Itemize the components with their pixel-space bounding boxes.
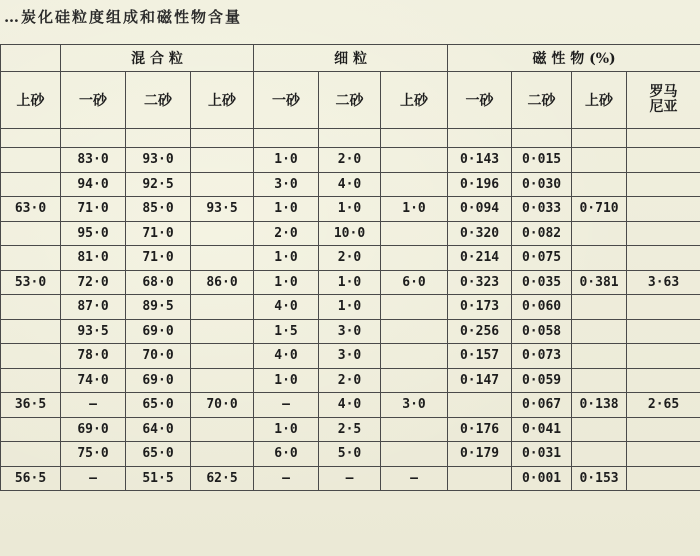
table-cell: 1·0 (254, 417, 319, 442)
table-cell: 0·173 (448, 295, 512, 320)
table-cell: 0·058 (512, 319, 572, 344)
table-cell: 4·0 (319, 393, 381, 418)
table-cell: 89·5 (126, 295, 191, 320)
table-cell (572, 295, 627, 320)
table-cell (381, 417, 448, 442)
table-cell: 64·0 (126, 417, 191, 442)
header-romania-line1: 罗马 (649, 84, 678, 100)
table-cell: 0·179 (448, 442, 512, 467)
table-cell (191, 417, 254, 442)
table-cell: 93·5 (191, 197, 254, 222)
table-cell (381, 368, 448, 393)
table-cell: 93·5 (61, 319, 126, 344)
table-cell (381, 319, 448, 344)
table-cell: 0·067 (512, 393, 572, 418)
table-cell: 70·0 (191, 393, 254, 418)
table-cell: 0·214 (448, 246, 512, 271)
table-cell (1, 221, 61, 246)
table-cell: 56·5 (1, 466, 61, 491)
header-corner (1, 45, 61, 72)
table-cell: 69·0 (126, 319, 191, 344)
table-cell (191, 221, 254, 246)
table-cell: 0·143 (448, 148, 512, 173)
table-row (1, 319, 700, 344)
table-cell: 81·0 (61, 246, 126, 271)
table-row (1, 221, 700, 246)
table-cell: 1·0 (381, 197, 448, 222)
table-cell: 0·075 (512, 246, 572, 271)
table-cell: 71·0 (126, 246, 191, 271)
table-cell: 2·0 (319, 368, 381, 393)
table-cell: 3·0 (254, 172, 319, 197)
table-cell (381, 442, 448, 467)
header-group-fine: 细 粒 (254, 45, 448, 72)
table-cell (627, 197, 700, 222)
table-cell: 4·0 (254, 344, 319, 369)
table-row (1, 368, 700, 393)
table-cell (572, 344, 627, 369)
header-fine-3: 上砂 (381, 72, 448, 129)
table-cell: 0·033 (512, 197, 572, 222)
table-cell: 95·0 (61, 221, 126, 246)
table-cell (572, 246, 627, 271)
table-cell: 1·0 (319, 197, 381, 222)
table-cell: 0·196 (448, 172, 512, 197)
table-cell: 0·041 (512, 417, 572, 442)
table-cell: 0·030 (512, 172, 572, 197)
table-cell: 2·0 (319, 246, 381, 271)
table-cell (572, 368, 627, 393)
table-cell: 1·0 (319, 295, 381, 320)
header-mag-2: 二砂 (512, 72, 572, 129)
table-cell (627, 295, 700, 320)
table-cell (191, 368, 254, 393)
table-cell: 1·0 (319, 270, 381, 295)
header-fine-1: 一砂 (254, 72, 319, 129)
table-cell: 2·65 (627, 393, 700, 418)
table-cell (381, 148, 448, 173)
table-cell: 62·5 (191, 466, 254, 491)
table-cell (627, 344, 700, 369)
table-cell: 83·0 (61, 148, 126, 173)
table-cell: 69·0 (61, 417, 126, 442)
table-cell: 0·176 (448, 417, 512, 442)
table-cell (572, 319, 627, 344)
table-cell: 2·0 (319, 148, 381, 173)
table-cell: 87·0 (61, 295, 126, 320)
table-cell: 1·5 (254, 319, 319, 344)
table-cell: 3·0 (319, 344, 381, 369)
blank-row (1, 129, 700, 148)
table-cell: 0·001 (512, 466, 572, 491)
table-cell: 65·0 (126, 393, 191, 418)
header-fine-2: 二砂 (319, 72, 381, 129)
header-col0: 上砂 (1, 72, 61, 129)
table-cell (191, 319, 254, 344)
table-row (1, 197, 700, 222)
table-cell (627, 442, 700, 467)
header-mag-3: 上砂 (572, 72, 627, 129)
table-row (1, 417, 700, 442)
table-cell: 36·5 (1, 393, 61, 418)
page-title: …炭化硅粒度组成和磁性物含量 (4, 8, 243, 26)
table-cell (1, 442, 61, 467)
header-romania (627, 72, 700, 129)
table-cell: 2·5 (319, 417, 381, 442)
table-cell: 71·0 (61, 197, 126, 222)
table-cell (448, 393, 512, 418)
table-cell: 0·710 (572, 197, 627, 222)
table-cell (572, 172, 627, 197)
header-mixed-1: 一砂 (61, 72, 126, 129)
table-cell: 75·0 (61, 442, 126, 467)
table-cell: 5·0 (319, 442, 381, 467)
header-romania-line2: 尼亚 (649, 99, 678, 115)
table-cell: 0·138 (572, 393, 627, 418)
table-cell (572, 442, 627, 467)
table-cell: 6·0 (381, 270, 448, 295)
table-cell: 0·381 (572, 270, 627, 295)
table-cell (1, 295, 61, 320)
table-cell: 85·0 (126, 197, 191, 222)
table-row (1, 466, 700, 491)
table-cell (1, 368, 61, 393)
table-row (1, 270, 700, 295)
table-row (1, 246, 700, 271)
table-cell: 0·073 (512, 344, 572, 369)
table-cell: 68·0 (126, 270, 191, 295)
table-cell (191, 148, 254, 173)
table-cell: 69·0 (126, 368, 191, 393)
table-cell (381, 246, 448, 271)
table-cell: — (254, 393, 319, 418)
header-mixed-2: 二砂 (126, 72, 191, 129)
table-cell: 0·015 (512, 148, 572, 173)
table-cell: 3·63 (627, 270, 700, 295)
table-cell: 0·082 (512, 221, 572, 246)
table-cell: 70·0 (126, 344, 191, 369)
table-cell: 72·0 (61, 270, 126, 295)
table-cell: 4·0 (254, 295, 319, 320)
table-cell: 74·0 (61, 368, 126, 393)
table-cell: — (381, 466, 448, 491)
header-group-mixed: 混 合 粒 (61, 45, 254, 72)
table-cell (627, 466, 700, 491)
table-cell (627, 368, 700, 393)
table-cell (627, 148, 700, 173)
table-cell: 0·157 (448, 344, 512, 369)
table-cell: 0·256 (448, 319, 512, 344)
table-cell: 0·035 (512, 270, 572, 295)
table-cell: 2·0 (254, 221, 319, 246)
table-cell: 3·0 (381, 393, 448, 418)
table-body (1, 148, 700, 491)
table-cell: 1·0 (254, 148, 319, 173)
data-table (0, 44, 700, 491)
table-cell (1, 344, 61, 369)
table-cell (627, 172, 700, 197)
table-row (1, 393, 700, 418)
table-row (1, 295, 700, 320)
table-cell: 53·0 (1, 270, 61, 295)
table-cell: 0·060 (512, 295, 572, 320)
table-cell: 0·059 (512, 368, 572, 393)
table-cell (1, 246, 61, 271)
table-cell (627, 417, 700, 442)
table-cell: 0·147 (448, 368, 512, 393)
table-cell: 0·031 (512, 442, 572, 467)
table-cell: 71·0 (126, 221, 191, 246)
table-cell (1, 319, 61, 344)
table-cell: 65·0 (126, 442, 191, 467)
table-row (1, 148, 700, 173)
table-cell (448, 466, 512, 491)
table-cell (572, 148, 627, 173)
table-cell (572, 417, 627, 442)
header-group-magnetic: 磁 性 物 (%) (448, 45, 700, 72)
table-cell (191, 442, 254, 467)
table-cell: — (61, 393, 126, 418)
table-cell (572, 221, 627, 246)
table-cell: 1·0 (254, 246, 319, 271)
table-cell: 92·5 (126, 172, 191, 197)
header-mag-1: 一砂 (448, 72, 512, 129)
table-cell: 1·0 (254, 368, 319, 393)
table-cell (191, 172, 254, 197)
table-cell: 0·323 (448, 270, 512, 295)
header-mixed-3: 上砂 (191, 72, 254, 129)
table-cell: 0·153 (572, 466, 627, 491)
table-cell: — (319, 466, 381, 491)
table-cell: 1·0 (254, 270, 319, 295)
table-cell: 93·0 (126, 148, 191, 173)
table-cell (1, 417, 61, 442)
table-cell: 4·0 (319, 172, 381, 197)
table-cell: 94·0 (61, 172, 126, 197)
table-cell: 78·0 (61, 344, 126, 369)
table-cell (627, 221, 700, 246)
table-row (1, 442, 700, 467)
table-row (1, 344, 700, 369)
table-row (1, 172, 700, 197)
table-cell: 51·5 (126, 466, 191, 491)
table-cell (191, 344, 254, 369)
table-cell: — (254, 466, 319, 491)
table-cell: 6·0 (254, 442, 319, 467)
table-cell (1, 172, 61, 197)
table-cell: 3·0 (319, 319, 381, 344)
table-cell: 86·0 (191, 270, 254, 295)
table-cell (381, 172, 448, 197)
table-cell (191, 246, 254, 271)
table-cell: 10·0 (319, 221, 381, 246)
table-cell (191, 295, 254, 320)
table-cell: 0·320 (448, 221, 512, 246)
table-cell: — (61, 466, 126, 491)
table-cell (627, 246, 700, 271)
table-cell: 0·094 (448, 197, 512, 222)
table-cell: 63·0 (1, 197, 61, 222)
table-cell (1, 148, 61, 173)
table-cell (627, 319, 700, 344)
table-cell (381, 221, 448, 246)
table-cell (381, 295, 448, 320)
table-cell: 1·0 (254, 197, 319, 222)
table-cell (381, 344, 448, 369)
